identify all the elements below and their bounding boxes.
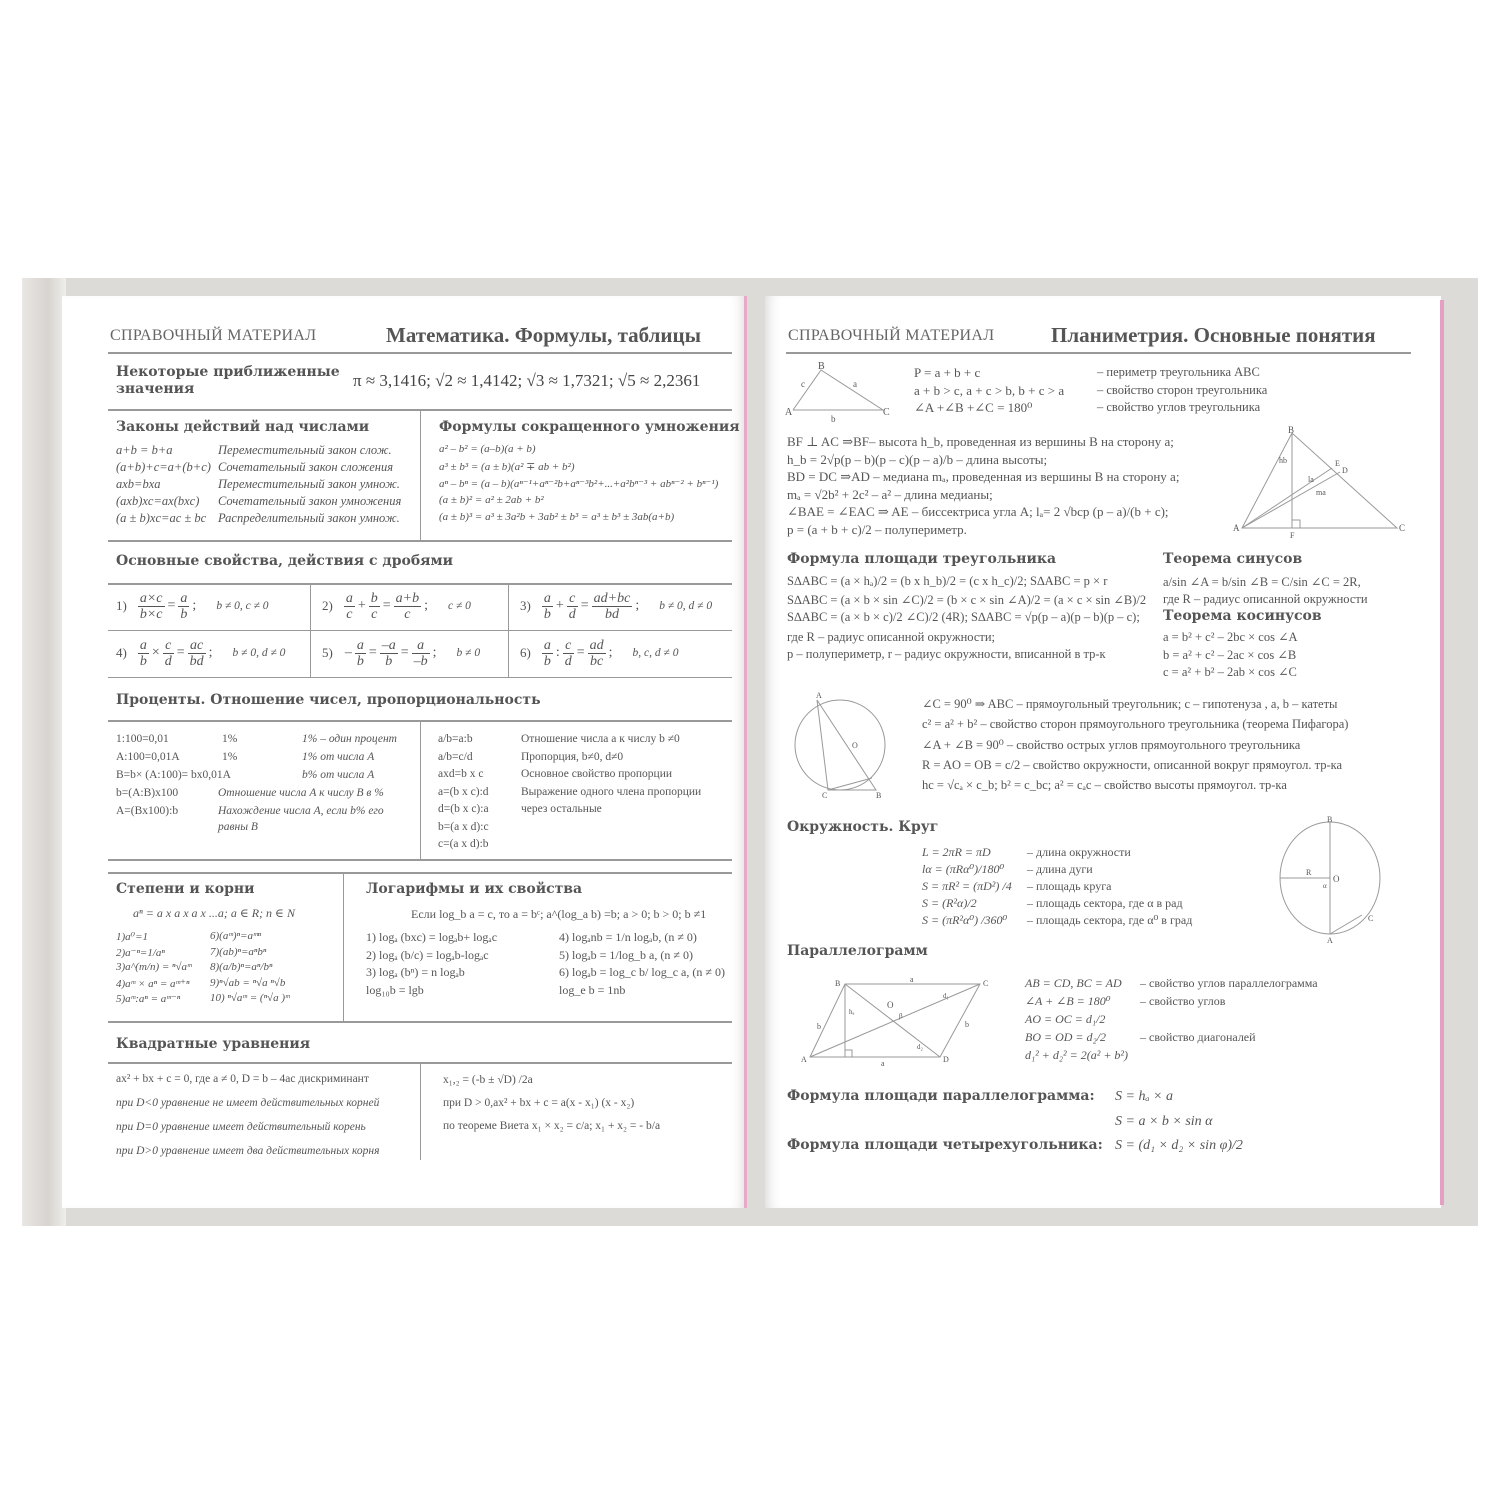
denominator: d [164,653,172,669]
numerator: a [543,590,551,606]
label: D [943,1055,949,1064]
triangle-formula: a + b > c, a + c > b, b + c > a [914,382,1065,398]
circle-description: – длина дуги [1027,862,1093,876]
parallelogram-formula: AO = OC = d₁/2 [1025,1012,1106,1026]
label: C [1368,914,1374,923]
percent-description: равны B [218,821,258,833]
fabric-background [22,278,66,1226]
quadratic-line: ax² + bx + c = 0, где a ≠ 0, D = b – 4ac дискриминант [116,1073,369,1085]
quadratic-heading: Квадратные уравнения [116,1036,311,1052]
area-heading: Формула площади треугольника [787,551,1057,567]
percent-value: 1% [222,751,238,763]
label: α [1323,882,1327,890]
parallelogram-formula: ∠A + ∠B = 180⁰ [1025,994,1111,1008]
right-triangle-line: hc = √cₐ × c_b; b² = c_bc; a² = cₐc – свойство высоты прямоугол. тр-ка [922,778,1287,792]
proportion-formula: b=(a x d):c [438,820,489,833]
operator: = [368,645,377,660]
page-header: СПРАВОЧНЫЙ МАТЕРИАЛ [110,327,317,344]
power-rule: 8)(a/b)ⁿ=aⁿ/bⁿ [210,961,273,973]
fraction [412,638,430,669]
formula: aⁿ – bⁿ = (a – b)(aⁿ⁻¹+aⁿ⁻²b+aⁿ⁻³b²+...+a²bⁿ⁻³ + abⁿ⁻² + bⁿ⁻¹) [439,478,719,490]
label: D [1342,466,1348,475]
parallelogram-description: – свойство углов параллелограмма [1140,976,1318,990]
circle-formula: S = πR² = (πD²) /4 [922,879,1012,893]
log-rule: 6) logₐb = log_c b/ log_c a, (n ≠ 0) [559,965,725,979]
fraction [163,638,174,669]
percent-formula: B=b× (A:100)= bx0,01A [116,769,231,781]
law-description: Сочетательный закон умножения [218,494,402,508]
area-formula: S∆ABC = (a × b × sin ∠C)/2 = (b × c × sin ∠A)/2 = (a × c × sin ∠B)/2 [787,592,1147,607]
label: A [1327,936,1333,945]
log-rule: 1) logₐ (bxc) = logₐb+ logₐc [366,930,498,944]
circle-formula: S = (πR²α⁰) /360⁰ [922,913,1008,927]
area-quadrilateral-label: Формула площади четырехугольника: [787,1137,1103,1153]
short-mult-heading: Формулы сокращенного умножения [439,419,740,435]
denominator: c [404,606,411,622]
divider [508,585,509,677]
quadratic-line: по теореме Виета x₁ × x₂ = c/a; x₁ + x₂ = - b/a [443,1120,661,1132]
operator: : [555,645,560,660]
parallelogram-description: – свойство углов [1140,994,1226,1008]
fraction-cell [116,636,285,670]
powers-heading: Степени и корни [116,881,255,897]
area-quadrilateral-formula: S = (d₁ × d₂ × sin φ)/2 [1115,1138,1243,1153]
numerator: a×c [139,590,163,606]
label: a [910,975,914,984]
quadratic-line: x₁,₂ = (-b ± √D) /2a [443,1074,533,1086]
law-formula: axb=bxa [116,477,161,491]
logs-heading: Логарифмы и их свойства [366,881,583,897]
label: C [822,791,828,800]
parallelogram-description: – свойство диагоналей [1140,1030,1256,1044]
sines-line: a/sin ∠A = b/sin ∠B = C/sin ∠C = 2R, [1163,575,1361,589]
divider [786,352,1411,354]
denominator: b×c [139,606,163,622]
label: E [1335,459,1340,468]
numerator: ad [589,637,604,653]
label: R [1306,868,1312,877]
denominator: bc [590,653,604,669]
sines-line: где R – радиус описанной окружности [1163,591,1368,606]
label: O [1333,874,1340,884]
fraction-cell [520,636,678,670]
label: b [831,414,836,424]
law-formula: (a ± b)xc=ac ± bc [116,511,207,525]
condition: b ≠ 0, c ≠ 0 [216,600,269,612]
proportion-formula: a=(b x c):d [438,785,489,798]
circle-formula: S = (R²α)/2 [922,896,977,910]
label: B [818,361,825,372]
divider [108,872,732,874]
denominator: b [543,653,551,669]
percent-formula: A=(Bx100):b [116,805,179,817]
label: B [835,979,841,988]
divider [108,583,732,585]
quadratic-line: при D > 0,ax² + bx + c = a(x - x₁) (x - x₂) [443,1097,635,1109]
logs-definition: Если log_b a = c, то a = bᶜ; a^(log_a b) =b; a > 0; b > 0; b ≠1 [411,907,707,921]
denominator: b [385,653,393,669]
denominator: b [543,606,551,622]
proportion-formula: d=(b x c):a [438,803,489,815]
denominator: c [371,606,378,622]
operator: + [357,598,366,613]
operator: ; [192,598,197,613]
approx-heading [116,364,340,398]
fraction-cell [322,589,471,623]
approx-values: π ≈ 3,1416; √2 ≈ 1,4142; √3 ≈ 1,7321; √5 ≈ 2,2361 [353,371,701,390]
power-rule: 3)a^(m/n) = ⁿ√aᵐ [116,961,192,973]
triangle-line: ∠BAE = ∠EAC ⇒ AE – биссектриса угла A; lₐ= 2 √bcp (p – a)/(b + c); [787,504,1169,519]
label: a [853,379,857,389]
label: B [1327,815,1333,824]
proportion-formula: a/b=c/d [438,750,473,763]
log-rule: log₁₀b = lgb [366,982,424,997]
right-triangle-line: c² = a² + b² – свойство сторон прямоугольного треугольника (теорема Пифагора) [922,716,1349,731]
triangle-line: h_b = 2√p(p – b)(p – c)(p – a)/b – длина высоты; [787,451,1048,467]
percent-formula: 1:100=0,01 [116,733,169,745]
percent-description: Нахождение числа A, если b% его [218,805,384,817]
numerator: a [180,590,188,606]
label: O [887,1000,894,1010]
circle-description: – площадь круга [1027,879,1112,893]
operator: ; [635,598,640,613]
label: C [983,979,989,988]
divider [310,585,311,677]
percent-value: 1% [222,733,238,745]
log-rule: 3) logₐ (bⁿ) = n logₐb [366,965,465,979]
page-title: Планиметрия. Основные понятия [1051,323,1376,347]
formula: (a ± b)³ = a³ ± 3a²b + 3ab² ± b³ = a³ ± b³ ± 3ab(a+b) [439,511,675,523]
power-rule: 10) ⁿ√aᵐ = (ⁿ√a )ᵐ [210,992,290,1004]
label: la [1308,475,1314,484]
page-edge [1440,300,1444,1205]
label: C [1399,523,1406,533]
formula: a³ ± b³ = (a ± b)(a² ∓ ab + b²) [439,461,575,473]
divider [108,677,732,678]
cell-number: 5) [322,645,333,660]
page-edge [744,296,747,1208]
right-triangle-line: ∠C = 90⁰ ⇒ ABC – прямоугольный треугольник; c – гипотенуза , a, b – катеты [922,697,1338,711]
operator: = [400,645,409,660]
fraction [344,591,355,622]
label: A [1233,523,1240,533]
numerator: c [563,638,574,654]
numerator: a [139,637,147,653]
percent-description: 1% от числа A [302,751,375,763]
triangle-heights-diagram [1232,425,1412,540]
percent-heading: Проценты. Отношение чисел, пропорциональность [116,692,541,708]
numerator: ac [188,638,206,654]
label: b [965,1020,969,1029]
parallelogram-formula: AB = CD, BC = AD [1025,976,1122,990]
numerator: a [356,637,364,653]
label: β [899,1012,903,1020]
fraction [138,638,149,669]
fraction-cell [520,589,712,623]
circle-formula: lα = (πRα⁰)/180⁰ [922,862,1005,876]
area-parallelogram-formula: S = hₐ × a [1115,1089,1173,1104]
proportion-formula: c=(a x d):b [438,838,489,850]
denominator: bd [189,653,204,669]
denominator: b [180,606,188,622]
triangle-line: BD = DC ⇒AD – медиана mₐ, проведенная из вершины B на сторону a; [787,469,1180,484]
law-description: Переместительный закон умнож. [218,477,400,491]
log-rule: 5) logₐb = 1/log_b a, (n ≠ 0) [559,947,693,962]
numerator: a [345,590,353,606]
numerator: b [370,590,378,606]
fraction [369,591,380,622]
operator: = [576,645,585,660]
law-formula: a+b = b+a [116,443,173,457]
fractions-heading: Основные свойства, действия с дробями [116,553,454,569]
triangle-description: – периметр треугольника ABC [1097,365,1260,379]
divider [420,1064,421,1160]
divider [108,540,732,542]
divider [108,1021,732,1023]
powers-definition: aⁿ = a x a x a x ...a; a ∈ R; n ∈ N [133,906,295,920]
cell-number: 2) [322,598,333,613]
proportion-description: через остальные [521,803,602,815]
power-rule: 2)a⁻ⁿ=1/aⁿ [116,946,165,959]
denominator: c [346,606,353,622]
operator: × [151,645,160,660]
right-triangle-line: R = AO = OB = c/2 – свойство окружности, описанной вокруг прямоугол. тр-ка [922,757,1343,772]
triangle-formula: ∠A +∠B +∠C = 180⁰ [914,400,1033,415]
area-formula: p – полупериметр, r – радиус окружности, вписанной в тр-к [787,647,1106,661]
page-title: Математика. Формулы, таблицы [386,323,702,347]
triangle-formula: P = a + b + c [914,365,981,380]
heading-line: значения [116,381,195,397]
triangle-description: – свойство углов треугольника [1097,400,1261,414]
area-parallelogram-label: Формула площади параллелограмма: [787,1088,1095,1104]
fraction [178,591,189,622]
fraction [588,638,606,669]
fraction [542,591,553,622]
label: B [876,791,882,800]
log-rule: 2) logₐ (b/c) = logₐb-logₐc [366,947,489,962]
circle-heading: Окружность. Круг [787,819,939,835]
numerator: –a [381,637,396,653]
percent-description: 1% – один процент [302,733,397,745]
circle-description: – площадь сектора, где α⁰ в град [1027,913,1193,927]
power-rule: 4)aᵐ × aⁿ = aᵐ⁺ⁿ [116,977,190,990]
label: A [785,407,793,418]
law-formula: (axb)xc=ax(bxc) [116,494,200,508]
triangle-diagram [783,360,893,425]
cosines-line: b = a² + c² – 2ac × cos ∠B [1163,647,1297,662]
parallelogram-diagram [795,972,995,1067]
proportion-description: Отношение числа a к числу b ≠0 [521,733,680,745]
sines-heading: Теорема синусов [1163,551,1303,567]
laws-heading: Законы действий над числами [116,419,370,435]
fraction [592,591,633,622]
fraction [138,591,165,622]
proportion-formula: a/b=a:b [438,733,473,745]
numerator: c [163,638,174,654]
denominator: d [568,606,576,622]
power-rule: 7)(ab)ⁿ=aⁿbⁿ [210,945,267,958]
operator: ; [424,598,428,613]
label: c [801,379,805,389]
triangle-description: – свойство сторон треугольника [1097,382,1268,397]
formula: (a ± b)² = a² ± 2ab + b² [439,494,544,506]
cell-number: 4) [116,645,127,660]
law-description: Сочетательный закон сложения [218,460,394,474]
operator: ; [432,645,437,660]
law-description: Распределительный закон умнож. [218,511,400,525]
condition: c ≠ 0 [448,600,471,612]
right-triangle-line: ∠A + ∠B = 90⁰ – свойство острых углов прямоугольного треугольника [922,738,1301,752]
divider [420,722,421,859]
fraction [567,591,578,622]
proportion-description: Пропорция, b≠0, d≠0 [521,750,624,763]
area-formula: S∆ABC = (a × b × c)/2 ∠C)/2 (4R); S∆ABC = √p(p – a)(p – b)(p – c); [787,610,1140,624]
right-triangle-circle-diagram [790,688,900,803]
power-rule: 1)a⁰=1 [116,931,148,943]
cosines-line: a = b² + c² – 2bc × cos ∠A [1163,630,1298,644]
label: A [816,691,822,700]
power-rule: 9)ⁿ√ab = ⁿ√a ⁿ√b [210,976,286,989]
label: F [1290,531,1295,540]
proportion-description: Основное свойство пропорции [521,768,673,780]
circle-description: – длина окружности [1027,845,1131,859]
label: hₐ [849,1008,855,1016]
divider [420,411,421,540]
numerator: a [543,637,551,653]
parallelogram-formula: d₁² + d₂² = 2(a² + b²) [1025,1048,1129,1062]
area-formula: где R – радиус описанной окружности; [787,629,996,644]
percent-formula: b=(A:B)x100 [116,787,179,799]
operator: ; [608,645,613,660]
label: B [1288,425,1295,435]
operator: – [344,645,352,660]
law-formula: (a+b)+c=a+(b+c) [116,460,211,474]
divider [343,874,344,1022]
fraction-cell [116,589,269,623]
law-description: Переместительный закон слож. [218,443,392,457]
circle-description: – площадь сектора, где α в рад [1027,896,1183,910]
circle-formula: L = 2πR = πD [922,845,991,859]
condition: b ≠ 0, d ≠ 0 [659,600,713,612]
log-rule: 4) logₐnb = 1/n logₐb, (n ≠ 0) [559,930,697,944]
denominator: bd [604,606,619,622]
label: d₂ [917,1043,923,1051]
divider [108,352,732,354]
fraction [188,638,206,669]
cell-number: 6) [520,645,531,660]
quadratic-line: при D<0 уравнение не имеет действительных корней [116,1097,380,1109]
circle-diagram [1270,815,1390,945]
numerator: a+b [395,590,420,606]
power-rule: 5)aᵐ:aⁿ = aᵐ⁻ⁿ [116,993,181,1005]
operator: = [167,598,176,613]
heading-line: Некоторые приближенные [116,364,340,380]
label: C [883,407,890,418]
percent-description: Отношение числа A к числу B в % [218,787,384,799]
condition: b ≠ 0, d ≠ 0 [232,647,286,659]
label: A [801,1055,807,1064]
cell-number: 3) [520,598,531,613]
log-rule: log_e b = 1nb [559,982,626,997]
numerator: c [567,591,578,607]
label: hb [1279,456,1287,465]
operator: = [580,598,589,613]
denominator: b [356,653,364,669]
fraction [542,638,553,669]
fraction [563,638,574,669]
fraction [380,638,398,669]
label: a [881,1059,885,1067]
fraction [355,638,366,669]
fraction [394,591,421,622]
area-parallelogram-formula: S = a × b × sin α [1115,1114,1213,1129]
divider [108,630,732,631]
quadratic-line: при D>0 уравнение имеет два действительных корня [116,1145,380,1157]
operator: + [555,598,564,613]
numerator: a [412,638,430,654]
parallelogram-heading: Параллелограмм [787,943,928,959]
power-rule: 6)(aᵐ)ⁿ=aᵐⁿ [210,930,262,942]
operator: ; [208,645,213,660]
percent-formula: A:100=0,01A [116,751,180,763]
page-header: СПРАВОЧНЫЙ МАТЕРИАЛ [788,327,995,344]
cosines-heading: Теорема косинусов [1163,608,1322,624]
condition: b ≠ 0 [456,647,481,659]
divider [108,859,732,861]
condition: b, c, d ≠ 0 [632,647,679,659]
triangle-line: mₐ = √2b² + 2c² – a² – длина медианы; [787,486,993,502]
triangle-line: BF ⊥ AC ⇒BF– высота h_b, проведенная из вершины B на сторону a; [787,434,1174,449]
percent-description: b% от числа A [302,769,375,781]
parallelogram-formula: BO = OD = d₂/2 [1025,1030,1107,1044]
numerator: ad+bc [593,590,631,606]
operator: = [382,598,391,613]
fraction-cell [322,636,480,670]
denominator: –b [413,653,428,669]
denominator: b [139,653,147,669]
proportion-formula: axd=b x c [438,768,484,780]
formula: a² – b² = (a–b)(a + b) [439,443,536,455]
quadratic-line: при D=0 уравнение имеет действительный корень [116,1121,366,1133]
label: b [817,1022,821,1031]
denominator: d [564,653,572,669]
proportion-description: Выражение одного члена пропорции [521,785,702,798]
cell-number: 1) [116,598,127,613]
label: O [852,741,858,750]
label: d₁ [943,992,949,1000]
label: ma [1316,488,1326,497]
triangle-line: p = (a + b + c)/2 – полупериметр. [787,521,967,537]
area-formula: S∆ABC = (a × hₐ)/2 = (b x h_b)/2 = (c x h_c)/2; S∆ABC = p × r [787,574,1108,588]
operator: = [176,645,185,660]
cosines-line: c = a² + b² – 2ab × cos ∠C [1163,665,1297,679]
